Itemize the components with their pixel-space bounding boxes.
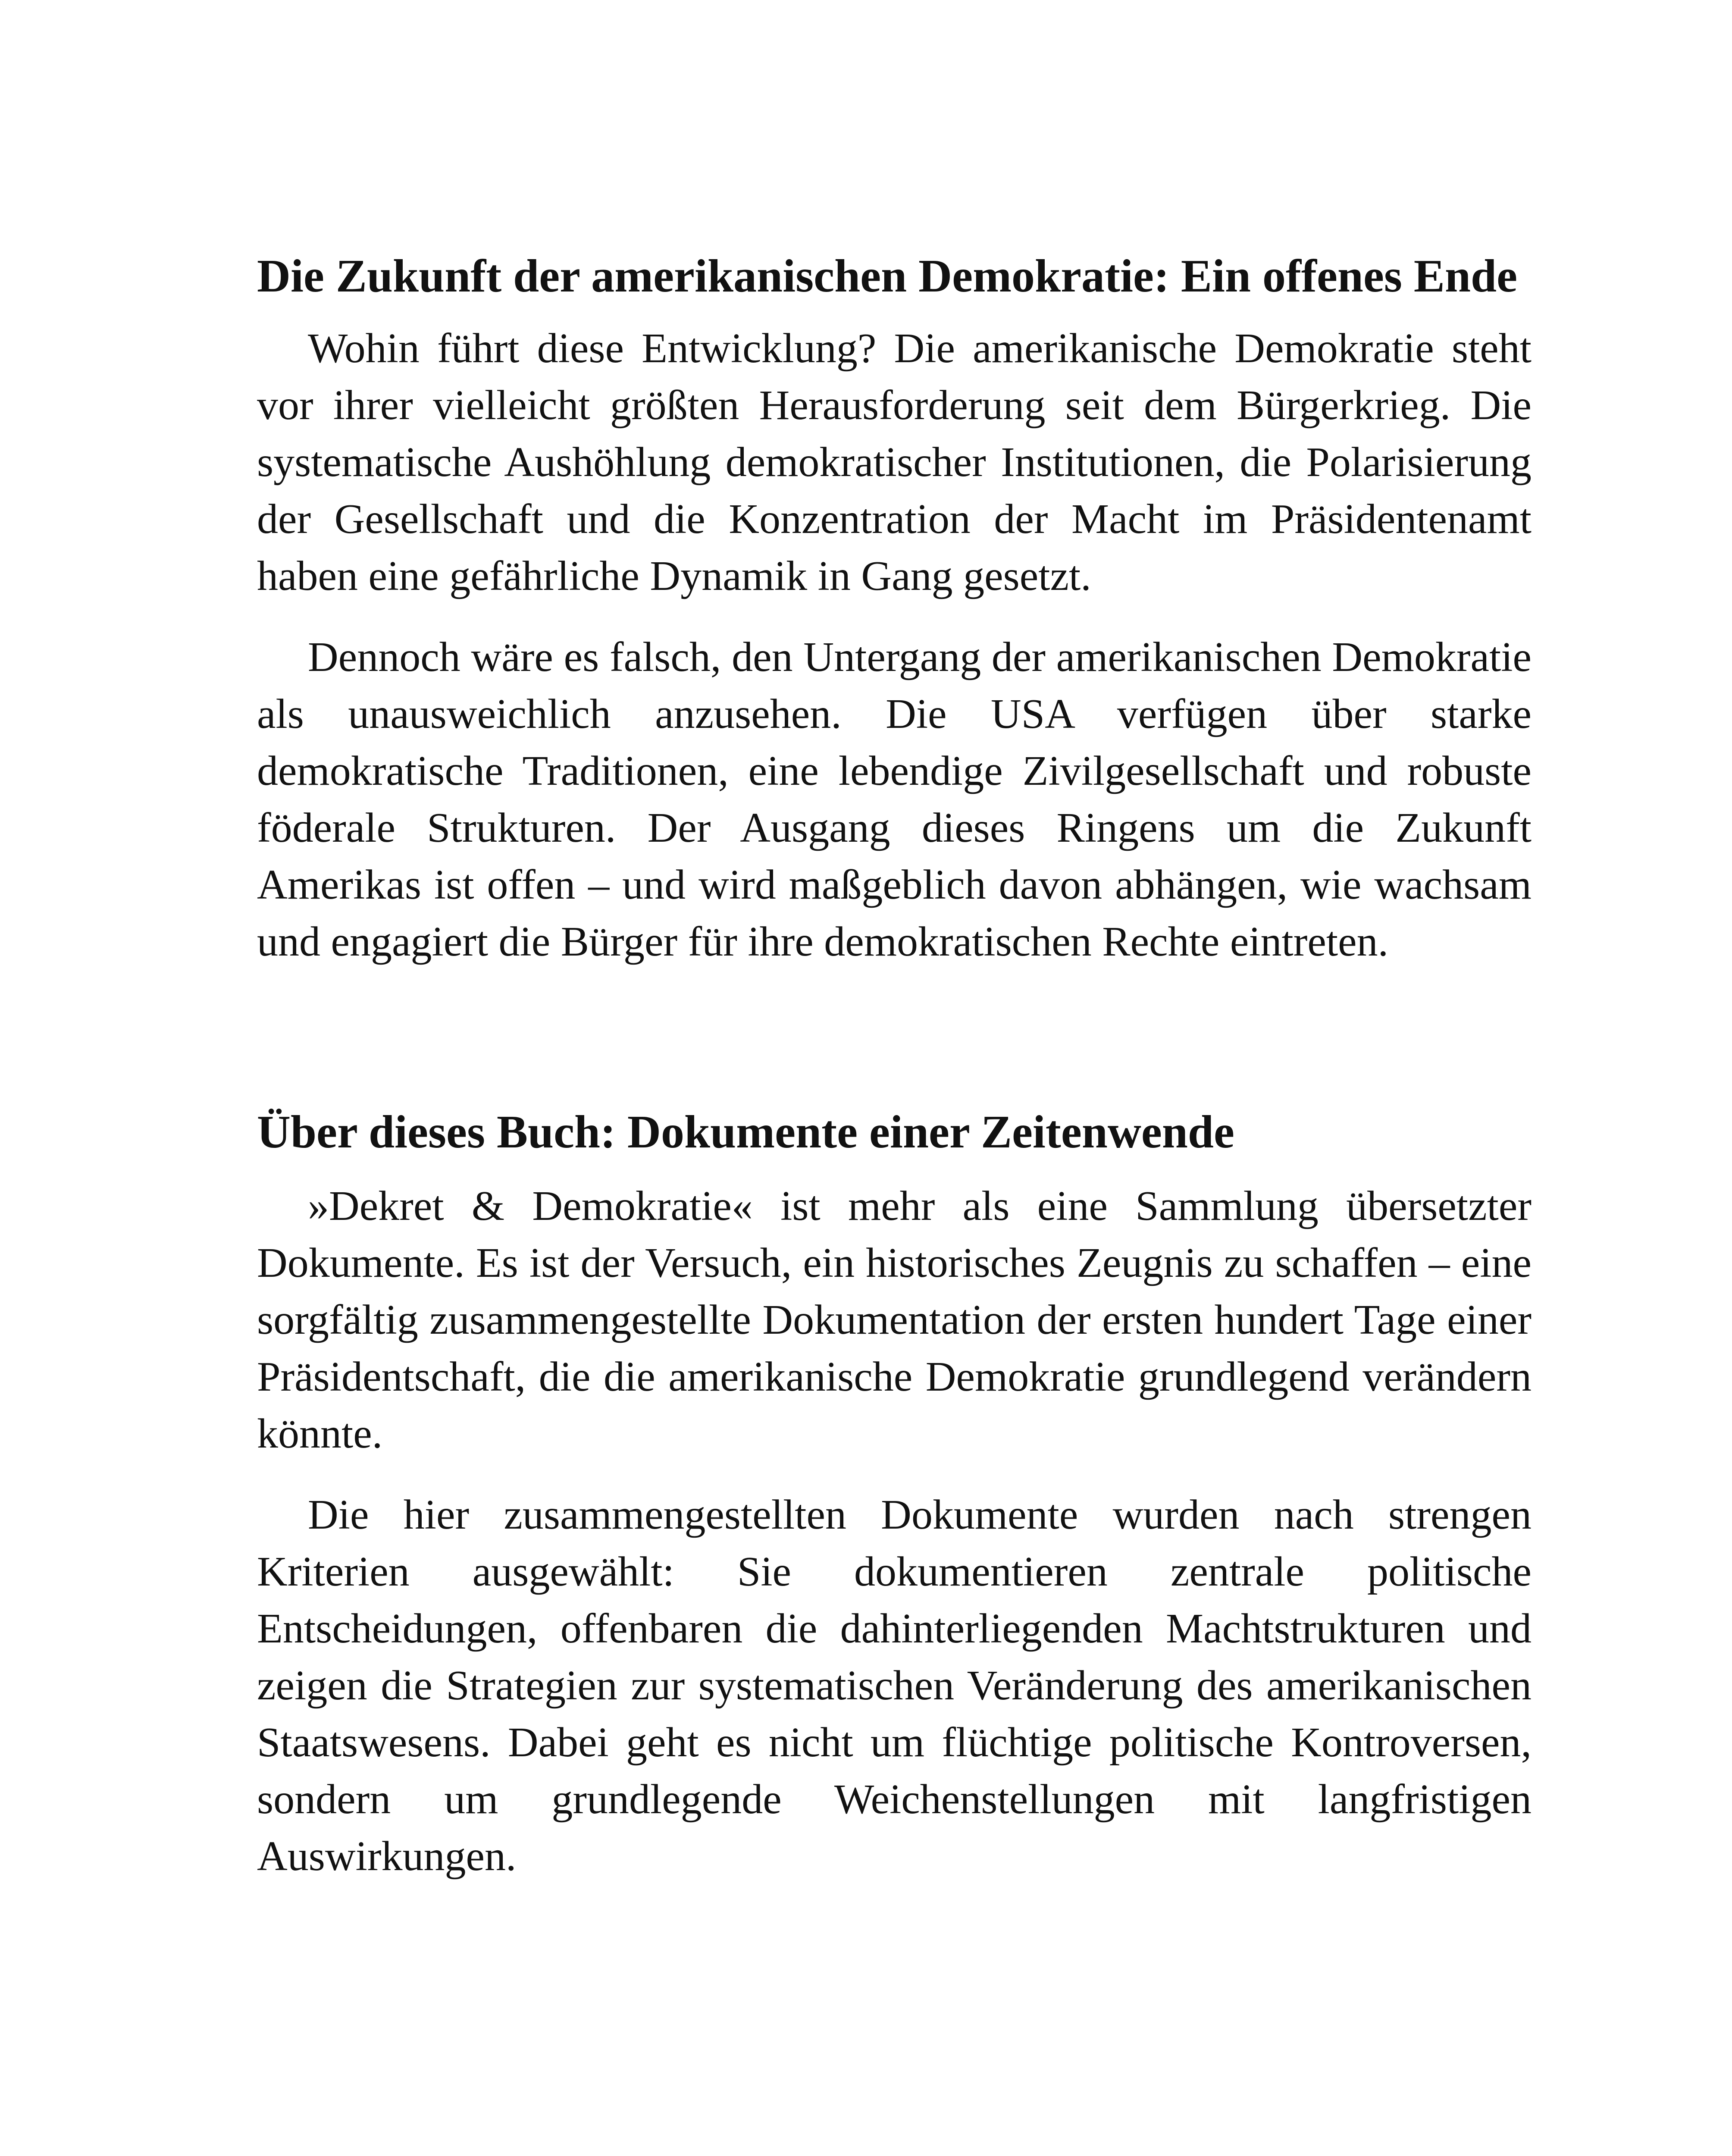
paragraph: »Dekret & Demokratie« ist mehr als eine Sammlung übersetzter Dokumente. Es ist der Versuch, ein historisches Zeugnis zu schaffen – eine sorgfältig zusammengestellte Dokumentation der ersten hundert Tage einer Präsidentschaft, die die amerikanische Demokratie grundlegend verändern könnte.: [257, 1183, 1532, 1457]
section-heading: Über dieses Buch: Dokumente einer Zeitenwende: [257, 1106, 1234, 1158]
paragraph: Dennoch wäre es falsch, den Untergang der amerikanischen Demokratie als unausweichlich anzusehen. Die USA verfügen über starke demokratische Traditionen, eine lebendige Zivilgesellschaft und robuste föderale Strukturen. Der Ausgang dieses Ringens um die Zukunft Amerikas ist offen – und wird maßgeblich davon abhängen, wie wachsam und engagiert die Bürger für ihre demokratischen Rechte eintreten.: [257, 634, 1532, 965]
section-heading: Die Zukunft der amerikanischen Demokratie: Ein offenes Ende: [257, 251, 1518, 302]
section-future-of-democracy: [257, 241, 1532, 970]
paragraph: Die hier zusammengestellten Dokumente wurden nach strengen Kriterien ausgewählt: Sie dokumentieren zentrale politische Entscheidungen, offenbaren die dahinterliegenden Machtstrukturen und zeigen die Strategien zur systematischen Veränderung des amerikanischen Staatswesens. Dabei geht es nicht um flüchtige politische Kontroversen, sondern um grundlegende Weichenstellungen mit langfristigen Auswirkungen.: [257, 1492, 1532, 1880]
section-about-this-book: [257, 1097, 1532, 1885]
paragraph: Wohin führt diese Entwicklung? Die amerikanische Demokratie steht vor ihrer vielleicht größten Herausforderung seit dem Bürgerkrieg. Die systematische Aushöhlung demokratischer Institutionen, die Polarisierung der Gesellschaft und die Konzentration der Macht im Präsidentenamt haben eine gefährliche Dynamik in Gang gesetzt.: [257, 325, 1532, 599]
